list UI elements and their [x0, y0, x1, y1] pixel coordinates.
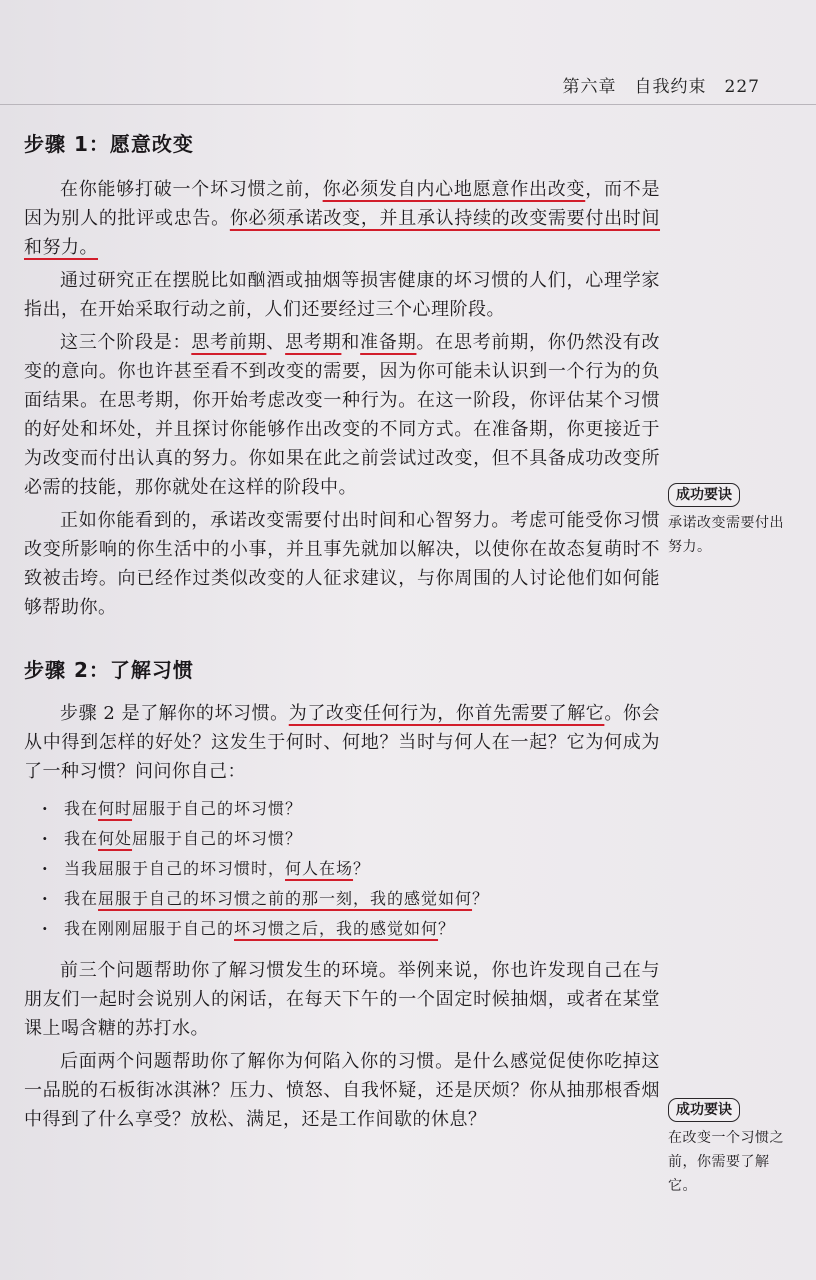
success-tip-badge: 成功要诀: [668, 483, 740, 507]
success-tip-text: 在改变一个习惯之前，你需要了解它。: [668, 1130, 784, 1194]
running-header: 第六章 自我约束 227: [562, 77, 760, 97]
underlined-text: 你必须发自内心地愿意作出改变: [322, 179, 586, 200]
main-text-column: [24, 118, 660, 1138]
underlined-text: 为了改变任何行为，你首先需要了解它: [288, 703, 605, 724]
underlined-text: 你必须承诺改变，并且承认持续的改变需要付出时间和努力。: [24, 208, 661, 258]
text-run: 、: [266, 332, 286, 353]
question-list: [24, 794, 660, 944]
text-run: 和: [341, 332, 361, 353]
step1-paragraph-4: 正如你能看到的，承诺改变需要付出时间和心智努力。考虑可能受你习惯改变所影响的你生活中的小事，并且事先就加以解决，以使你在故态复萌时不致被击垮。向已经作过类似改变的人征求建议，与你周围的人讨论他们如何能够帮助你。: [24, 510, 660, 618]
step2-paragraph-3: 后面两个问题帮助你了解你为何陷入你的习惯。是什么感觉促使你吃掉这一品脱的石板街冰淇淋？压力、愤怒、自我怀疑，还是厌烦？你从抽那根香烟中得到了什么享受？放松、满足，还是工作间歇的休息？: [24, 1051, 660, 1130]
list-item: [64, 824, 660, 854]
list-item: [64, 854, 660, 884]
text-run: ？: [353, 859, 371, 878]
step2-paragraph-1: [24, 699, 660, 786]
text-run: 我在: [64, 829, 99, 848]
underlined-text: 何时: [98, 799, 133, 818]
text-run: 在你能够打破一个坏习惯之前，: [60, 179, 323, 200]
list-item: [64, 884, 660, 914]
list-item: [64, 794, 660, 824]
text-run: 屈服于自己的坏习惯？: [132, 829, 303, 848]
step1-paragraph-2: 通过研究正在摆脱比如酗酒或抽烟等损害健康的坏习惯的人们，心理学家指出，在开始采取行动之前，人们还要经过三个心理阶段。: [24, 270, 660, 320]
header-rule: [0, 104, 816, 105]
text-run: 步骤 2 是了解你的坏习惯。: [60, 703, 289, 724]
success-tip-1: [668, 483, 798, 559]
text-run: ？: [438, 919, 456, 938]
text-run: ？: [472, 889, 490, 908]
text-run: ，而不是因为别人的批评或忠告。: [24, 179, 661, 229]
underlined-text: 思考前期: [191, 332, 267, 353]
text-run: 当我屈服于自己的坏习惯时，: [64, 859, 286, 878]
success-tip-text: 承诺改变需要付出努力。: [668, 515, 784, 555]
underlined-text: 何人在场: [285, 859, 354, 878]
underlined-text: 思考期: [285, 332, 342, 353]
underlined-text: 屈服于自己的坏习惯之前的那一刻，我的感觉如何: [98, 889, 473, 908]
success-tip-2: [668, 1098, 798, 1198]
text-run: 这三个阶段是：: [60, 332, 192, 353]
text-run: 我在刚刚屈服于自己的: [64, 919, 235, 938]
text-run: 我在: [64, 799, 99, 818]
text-run: 。你会从中得到怎样的好处？这发生于何时、何地？当时与何人在一起？它为何成为了一种习惯？问问你自己：: [24, 703, 661, 782]
step1-paragraph-1: [24, 175, 660, 262]
text-run: 我在: [64, 889, 99, 908]
step1-heading: 步骤 1：愿意改变: [24, 132, 194, 156]
underlined-text: 准备期: [360, 332, 417, 353]
underlined-text: 坏习惯之后，我的感觉如何: [234, 919, 439, 938]
list-item: [64, 914, 660, 944]
step1-paragraph-3: [24, 328, 660, 502]
success-tip-badge: 成功要诀: [668, 1098, 740, 1122]
step2-paragraph-2: 前三个问题帮助你了解习惯发生的环境。举例来说，你也许发现自己在与朋友们一起时会说别人的闲话，在每天下午的一个固定时候抽烟，或者在某堂课上喝含糖的苏打水。: [24, 960, 660, 1039]
text-run: 。在思考前期，你仍然没有改变的意向。你也许甚至看不到改变的需要，因为你可能未认识到一个行为的负面结果。在思考期，你开始考虑改变一种行为。在这一阶段，你评估某个习惯的好处和坏处，并且探讨你能够作出改变的不同方式。在准备期，你更接近于为改变而付出认真的努力。你如果在此之前尝试过改变，但不具备成功改变所必需的技能，那你就处在这样的阶段中。: [24, 332, 661, 498]
step2-heading: 步骤 2：了解习惯: [24, 658, 194, 682]
text-run: 屈服于自己的坏习惯？: [132, 799, 303, 818]
underlined-text: 何处: [98, 829, 133, 848]
